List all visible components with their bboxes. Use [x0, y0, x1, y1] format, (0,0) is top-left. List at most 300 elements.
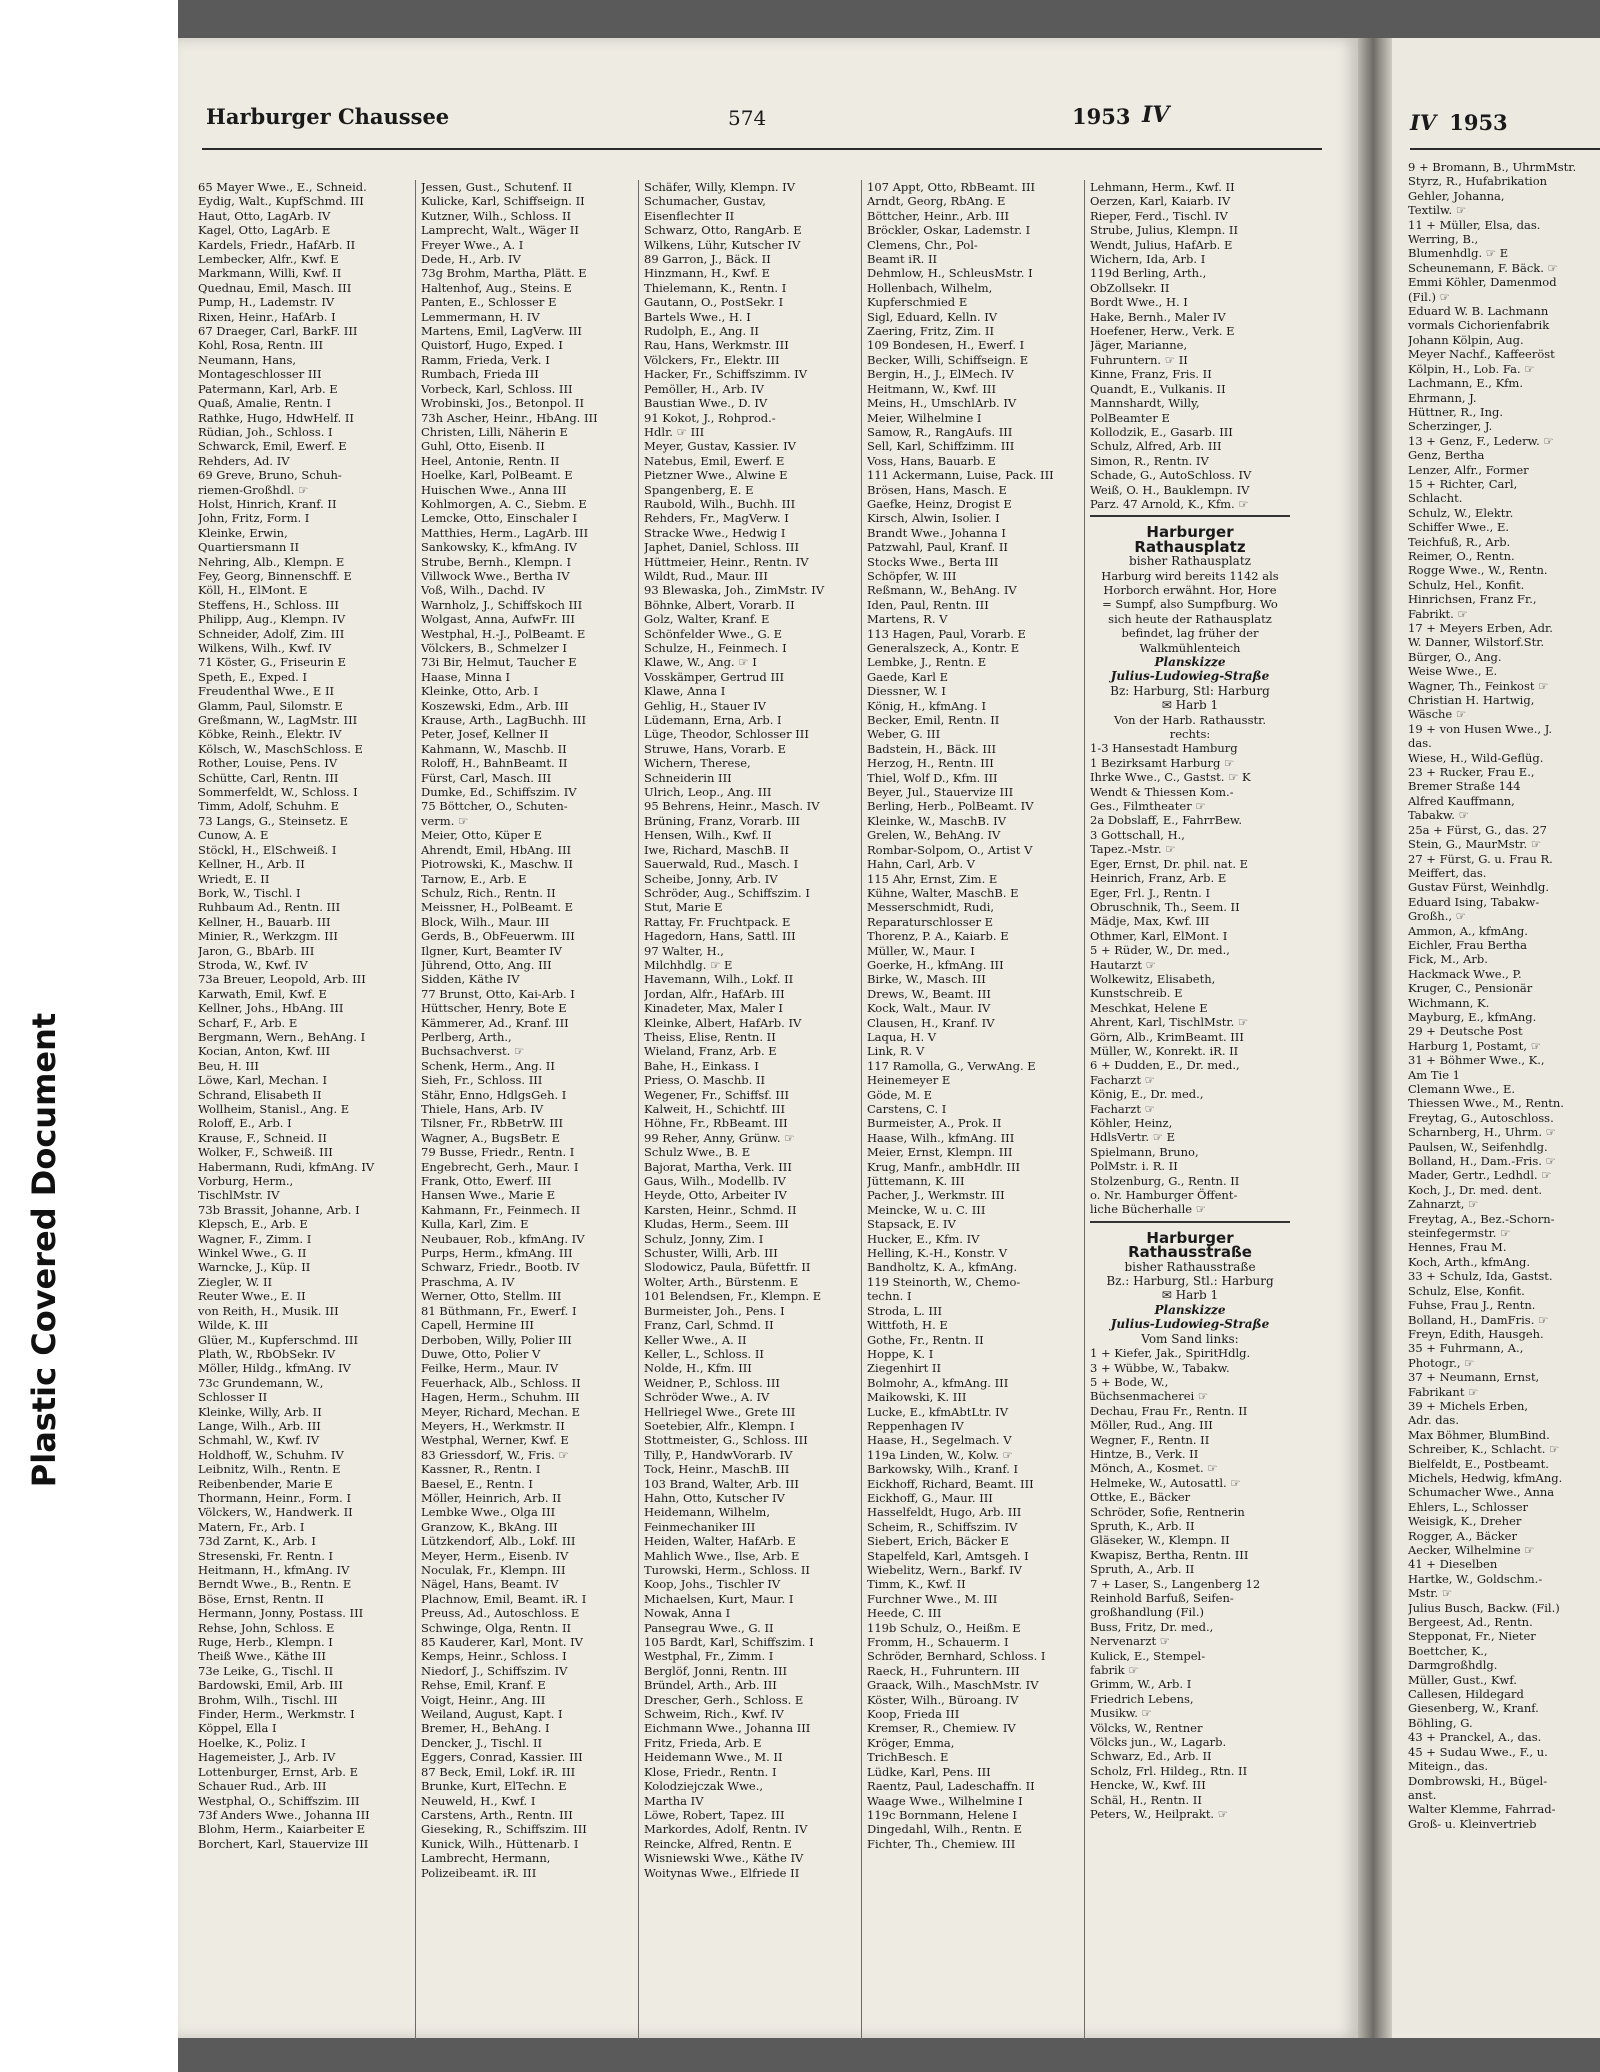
directory-entry: Hencke, W., Kwf. III [1090, 1778, 1206, 1793]
directory-entry: 1-3 Hansestadt Hamburg [1090, 741, 1238, 756]
section-rule [1090, 515, 1290, 517]
directory-entry: 27 + Fürst, G. u. Frau R. [1408, 851, 1553, 866]
directory-entry: Feuerhack, Alb., Schloss. II [421, 1375, 581, 1390]
directory-entry: Stocks Wwe., Berta III [867, 554, 999, 569]
directory-entry: Engebrecht, Gerh., Maur. I [421, 1159, 579, 1174]
directory-entry: Löwe, Karl, Mechan. I [198, 1073, 327, 1088]
directory-entry: Kulicke, Karl, Schiffseign. II [421, 194, 585, 209]
directory-entry: Rother, Louise, Pens. IV [198, 756, 338, 771]
directory-entry: Rogger, A., Bäcker [1408, 1528, 1517, 1543]
directory-entry: 11 + Müller, Elsa, das. [1408, 217, 1541, 232]
directory-entry: Schwarz, Ed., Arb. II [1090, 1749, 1212, 1764]
directory-entry: Nervenarzt ☞ [1090, 1634, 1171, 1649]
directory-entry: Roloff, H., BahnBeamt. II [421, 756, 568, 771]
directory-entry: Fürst, Carl, Masch. III [421, 770, 552, 785]
directory-entry: Parz. 47 Arnold, K., Kfm. ☞ [1090, 496, 1249, 511]
directory-entry: Jührend, Otto, Ang. III [421, 957, 552, 972]
directory-entry: Matthies, Herm., LagArb. III [421, 525, 589, 540]
directory-entry: Wiebelitz, Wern., Barkf. IV [867, 1563, 1022, 1577]
directory-entry: Ilgner, Kurt, Beamter IV [421, 943, 562, 958]
directory-entry: Kinadeter, Max, Maler I [644, 1001, 783, 1016]
directory-entry: Ahrent, Karl, TischlMstr. ☞ [1090, 1015, 1249, 1030]
directory-entry: Böttcher, Heinr., Arb. III [867, 208, 1010, 223]
directory-entry: Japhet, Daniel, Schloss. III [644, 540, 799, 555]
directory-entry: Aecker, Wilhelmine ☞ [1408, 1543, 1535, 1557]
directory-column-3 [644, 180, 856, 2050]
directory-entry: Meyer Nachf., Kaffeeröst [1408, 347, 1555, 362]
directory-entry: Kollodzik, E., Gasarb. III [1090, 424, 1233, 439]
directory-entry: Kohlmorgen, A. C., Siebm. E [421, 496, 587, 511]
directory-entry: Heel, Antonie, Rentn. II [421, 453, 560, 468]
directory-entry: Heinemeyer E [867, 1073, 951, 1088]
directory-entry: 105 Bardt, Karl, Schiffszim. I [644, 1635, 814, 1650]
directory-entry: Minier, R., Werkzgm. III [198, 929, 338, 944]
directory-entry: Eichler, Frau Bertha [1408, 937, 1527, 952]
directory-entry: 103 Brand, Walter, Arb. III [644, 1476, 799, 1491]
directory-entry: Mstr. ☞ [1408, 1586, 1453, 1601]
directory-entry: Strube, Bernh., Klempn. I [421, 554, 572, 569]
directory-entry: Fick, M., Arb. [1408, 952, 1488, 967]
directory-entry: Stapsack, E. IV [867, 1217, 956, 1232]
directory-entry: Schenk, Herm., Ang. II [421, 1058, 555, 1073]
directory-entry: Stroda, L. III [867, 1303, 943, 1318]
directory-entry: Koszewski, Edm., Arb. III [421, 698, 569, 713]
right-header-volume: IV [1410, 110, 1437, 135]
directory-entry: 109 Bondesen, H., Ewerf. I [867, 338, 1025, 353]
directory-entry: Völcks, W., Rentner [1090, 1720, 1203, 1735]
directory-entry: Kleinke, Otto, Arb. I [421, 684, 539, 699]
directory-entry: Müller, W., Maur. I [867, 943, 975, 958]
directory-entry: Holst, Hinrich, Kranf. II [198, 496, 337, 511]
directory-column-4 [867, 180, 1079, 2050]
directory-entry: 25a + Fürst, G., das. 27 [1408, 822, 1547, 837]
directory-entry: Kardels, Friedr., HafArb. II [198, 237, 356, 252]
directory-entry: Martens, R. V [867, 612, 948, 627]
directory-entry: Jordan, Alfr., HafArb. III [644, 986, 785, 1001]
directory-entry: Klawe, W., Ang. ☞ I [644, 655, 757, 670]
directory-entry: 119d Berling, Arth., [1090, 266, 1207, 281]
directory-entry: Philipp, Aug., Klempn. IV [198, 612, 346, 627]
directory-entry: Ramm, Frieda, Verk. I [421, 352, 550, 367]
directory-entry: Block, Wilh., Maur. III [421, 914, 550, 929]
directory-entry: techn. I [867, 1289, 912, 1304]
directory-entry: TischlMstr. IV [198, 1188, 280, 1203]
directory-entry: Kemps, Heinr., Schloss. I [421, 1649, 567, 1664]
directory-entry: Giesenberg, W., Kranf. [1408, 1701, 1539, 1716]
directory-entry: Raubold, Wilh., Buchh. III [644, 496, 796, 511]
text-line: rechts: [1169, 727, 1211, 742]
directory-entry: 19 + von Husen Wwe., J. [1408, 721, 1553, 736]
directory-entry: Schulze, H., Feinmech. I [644, 641, 787, 655]
directory-entry: Purps, Herm., kfmAng. III [421, 1246, 573, 1261]
directory-entry: 85 Kauderer, Karl, Mont. IV [421, 1635, 583, 1650]
directory-entry: Facharzt ☞ [1090, 1072, 1155, 1087]
rathausplatz-district: Bz: Harburg, Stl: Harburg [1110, 683, 1270, 698]
directory-entry: Hinrichsen, Franz Fr., [1408, 592, 1537, 607]
directory-entry: Ruhbaum Ad., Rentn. III [198, 900, 341, 915]
section-rule [1090, 1221, 1290, 1223]
directory-entry: Meiffert, das. [1408, 865, 1487, 880]
directory-entry: Schwarck, Emil, Ewerf. E [198, 439, 347, 454]
directory-entry: Diessner, W. I [867, 684, 946, 699]
directory-entry: Perlberg, Arth., [421, 1029, 512, 1044]
column-divider [415, 180, 416, 2040]
directory-entry: Christen, Lilli, Näherin E [421, 424, 568, 439]
directory-entry: Goerke, H., kfmAng. III [867, 957, 1004, 972]
directory-entry: Bolmohr, A., kfmAng. III [867, 1375, 1009, 1390]
directory-entry: Freudenthal Wwe., E II [198, 684, 335, 699]
directory-entry: 73 Langs, G., Steinsetz. E [198, 813, 348, 828]
directory-entry: Blohm, Herm., Kaiarbeiter E [198, 1822, 366, 1837]
directory-entry: Hasselfeldt, Hugo, Arb. III [867, 1505, 1022, 1520]
directory-entry: (Fil.) ☞ [1408, 289, 1450, 304]
directory-entry: Fabrikant ☞ [1408, 1384, 1479, 1399]
directory-entry: Rau, Hans, Werkmstr. III [644, 338, 789, 353]
directory-entry: Jäger, Marianne, [1090, 338, 1188, 353]
directory-entry: Pump, H., Lademstr. IV [198, 295, 335, 310]
directory-entry: Lüdke, Karl, Pens. III [867, 1764, 991, 1779]
directory-entry: Musikw. ☞ [1090, 1706, 1152, 1721]
directory-entry: Paulsen, W., Seifenhdlg. [1408, 1139, 1548, 1154]
directory-entry: 9 + Bromann, B., UhrmMstr. [1408, 160, 1577, 174]
directory-entry: Heitmann, W., Kwf. III [867, 381, 997, 396]
directory-entry: 43 + Pranckel, A., das. [1408, 1730, 1542, 1745]
directory-entry: Scholz, Frl. Hildeg., Rtn. II [1090, 1763, 1248, 1778]
directory-entry: Am Tie 1 [1408, 1067, 1460, 1082]
directory-entry: 3 Gottschall, H., [1090, 827, 1185, 842]
directory-entry: Weidner, P., Schloss. III [644, 1375, 780, 1390]
directory-entry: Stresenski, Fr. Rentn. I [198, 1548, 334, 1563]
directory-entry: Hüttner, R., Ing. [1408, 404, 1504, 419]
directory-entry: Generalszeck, A., Kontr. E [867, 641, 1020, 655]
directory-entry: 111 Ackermann, Luise, Pack. III [867, 468, 1054, 483]
directory-entry: Hartke, W., Goldschm.- [1408, 1571, 1543, 1586]
directory-entry: Miteign., das. [1408, 1759, 1489, 1774]
directory-entry: Klawe, Anna I [644, 684, 726, 699]
directory-entry: Kock, Walt., Maur. IV [867, 1001, 991, 1016]
directory-entry: Gaede, Karl E [867, 669, 948, 684]
directory-entry: Schöpfer, W. III [867, 568, 957, 583]
directory-entry: Thiessen Wwe., M., Rentn. [1408, 1096, 1564, 1111]
directory-entry: Meier, Wilhelmine I [867, 410, 982, 425]
rathausstrasse-sketch-street: Julius-Ludowieg-Straße [1110, 1317, 1270, 1332]
directory-entry: Fuhruntern. ☞ II [1090, 352, 1188, 367]
directory-entry: Schauer Rud., Arb. III [198, 1779, 327, 1794]
directory-entry: Waage Wwe., Wilhelmine I [867, 1793, 1023, 1808]
directory-entry: Völcks jun., W., Lagarb. [1090, 1735, 1227, 1750]
directory-entry: Vorbeck, Karl, Schloss. III [421, 381, 573, 396]
directory-entry: Gerds, B., ObFeuerwm. III [421, 929, 575, 944]
directory-entry: Westphal, H.-J., PolBeamt. E [421, 626, 586, 641]
directory-entry: Guhl, Otto, Eisenb. II [421, 439, 545, 454]
directory-entry: Schlacht. [1408, 491, 1463, 506]
directory-entry: Großh., ☞ [1408, 909, 1466, 924]
text-line: = Sumpf, also Sumpfburg. Wo [1102, 597, 1278, 612]
directory-entry: Grelen, W., BehAng. IV [867, 828, 1001, 843]
directory-entry: 101 Belendsen, Fr., Klempn. E [644, 1289, 822, 1304]
directory-entry: Dede, H., Arb. IV [421, 252, 521, 267]
directory-entry: Haltenhof, Aug., Steins. E [421, 280, 572, 295]
directory-entry: Köbke, Reinh., Elektr. IV [198, 727, 342, 742]
directory-entry: Krause, F., Schneid. II [198, 1130, 327, 1145]
directory-entry: Kröger, Emma, [867, 1735, 955, 1750]
directory-entry: Pacher, J., Werkmstr. III [867, 1188, 1005, 1203]
directory-entry: Eduard Ising, Tabakw- [1408, 894, 1540, 909]
directory-entry: Jaron, G., BbArb. III [198, 943, 315, 958]
directory-entry: Max Böhmer, BlumBind. [1408, 1427, 1550, 1442]
directory-entry: 79 Busse, Friedr., Rentn. I [421, 1145, 575, 1160]
directory-entry: Hahn, Carl, Arb. V [867, 857, 975, 872]
directory-entry: 91 Kokot, J., Rohprod.- [644, 410, 776, 425]
directory-entry: Slodowicz, Paula, Büfettfr. II [644, 1260, 811, 1275]
directory-entry: Ehlers, L., Schlosser [1408, 1499, 1529, 1514]
directory-entry: Stöckl, H., ElSchweiß. I [198, 842, 337, 857]
directory-entry: Messerschmidt, Rudi, [867, 900, 995, 915]
directory-entry: Büchsenmacherei ☞ [1090, 1389, 1209, 1404]
directory-entry: Sell, Karl, Schiffzimm. III [867, 439, 1015, 454]
directory-entry: Lembke, J., Rentn. E [867, 655, 987, 670]
directory-entry: Dombrowski, H., Bügel- [1408, 1773, 1548, 1788]
directory-entry: Eduard W. B. Lachmann [1408, 304, 1549, 319]
directory-entry: Meincke, W. u. C. III [867, 1202, 986, 1217]
directory-entry: Dechau, Frau Fr., Rentn. II [1090, 1403, 1248, 1418]
header-volume: IV [1142, 102, 1170, 128]
directory-entry: Wäsche ☞ [1408, 707, 1467, 722]
directory-entry: Buchsachverst. ☞ [421, 1044, 525, 1059]
rathausplatz-direction [1090, 713, 1290, 742]
directory-entry: Simon, R., Rentn. IV [1090, 453, 1209, 468]
directory-entry: Voigt, Heinr., Ang. III [421, 1692, 546, 1707]
directory-entry: Preuss, Ad., Autoschloss. E [421, 1606, 580, 1621]
rathausplatz-entries [1090, 741, 1290, 1216]
directory-entry: Stähr, Enno, HdlgsGeh. I [421, 1087, 567, 1102]
right-page [1392, 38, 1600, 2038]
directory-entry: Ges., Filmtheater ☞ [1090, 799, 1206, 814]
directory-entry: Meyers, H., Werkmstr. II [421, 1418, 565, 1433]
directory-entry: verm. ☞ [421, 813, 469, 828]
directory-entry: Brüning, Franz, Vorarb. III [644, 813, 800, 828]
directory-entry: Rumbach, Frieda III [421, 367, 539, 382]
directory-entry: Kocian, Anton, Kwf. III [198, 1044, 331, 1059]
directory-column-2 [421, 180, 633, 2050]
directory-entry: Hacker, Fr., Schiffszimm. IV [644, 367, 808, 382]
directory-entry: Böse, Ernst, Rentn. II [198, 1591, 324, 1606]
directory-entry: Teichfuß, R., Arb. [1408, 534, 1511, 549]
directory-entry: Tabakw. ☞ [1408, 808, 1469, 823]
directory-entry: Duwe, Otto, Polier V [421, 1346, 541, 1361]
directory-entry: 73e Leike, G., Tischl. II [198, 1663, 334, 1678]
directory-entry: Spruth, A., Arb. II [1090, 1562, 1195, 1577]
directory-entry: Derboben, Willy, Polier III [421, 1332, 572, 1347]
directory-entry: Dehmlow, H., SchleusMstr. I [867, 266, 1033, 281]
directory-entry: Wisniewski Wwe., Käthe IV [644, 1851, 804, 1866]
directory-entry: Karsten, Heinr., Schmd. II [644, 1202, 797, 1217]
directory-entry: Rüdian, Joh., Schloss. I [198, 424, 333, 439]
directory-entry: 13 + Genz, F., Lederw. ☞ [1408, 433, 1554, 448]
directory-entry: Hermann, Jonny, Postass. III [198, 1606, 364, 1621]
directory-entry: Raentz, Paul, Ladeschaffn. II [867, 1779, 1035, 1794]
directory-entry: Schütte, Carl, Rentn. III [198, 770, 339, 785]
directory-entry: Glamm, Paul, Silomstr. E [198, 698, 343, 713]
directory-entry: Kruger, C., Pensionär [1408, 981, 1533, 996]
directory-entry: Schlosser II [198, 1390, 268, 1405]
directory-entry: Gehlig, H., Stauer IV [644, 698, 766, 713]
directory-entry: 99 Reher, Anny, Grünw. ☞ [644, 1130, 795, 1145]
directory-entry: Völckers, Fr., Elektr. III [644, 352, 780, 367]
directory-entry: Fuhse, Frau J., Rentn. [1408, 1298, 1536, 1313]
directory-entry: vormals Cichorienfabrik [1408, 318, 1550, 333]
rathausstrasse-entries [1090, 1346, 1290, 1821]
rathausstrasse-title: Harburger Rathausstraße [1128, 1228, 1252, 1262]
text-line: Horborch erwähnt. Hor, Hore [1103, 582, 1277, 597]
directory-entry: Schröder, Sofie, Rentnerin [1090, 1504, 1245, 1519]
directory-entry: Neumann, Hans, [198, 352, 297, 367]
directory-entry: Mädje, Max, Kwf. III [1090, 914, 1210, 929]
directory-entry: Wrobinski, Jos., Betonpol. II [421, 396, 584, 411]
directory-entry: Freyn, Edith, Hausgeh. [1408, 1326, 1544, 1341]
directory-entry: Koop, Johs., Tischler IV [644, 1577, 781, 1592]
directory-entry: Weiß, O. H., Bauklempn. IV [1090, 482, 1250, 497]
directory-entry: 73g Brohm, Martha, Plätt. E [421, 266, 587, 281]
directory-entry: Stut, Marie E [644, 900, 723, 915]
header-page-number: 574 [728, 106, 767, 130]
directory-entry: Christian H. Hartwig, [1408, 693, 1535, 708]
directory-entry: von Reith, H., Musik. III [198, 1303, 339, 1318]
plastic-covered-label: Plastic Covered Document [25, 1012, 64, 1488]
directory-entry: Sommerfeldt, W., Schloss. I [198, 785, 358, 800]
directory-entry: Eydig, Walt., KupfSchmd. III [198, 194, 364, 209]
directory-entry: Steffens, H., Schloss. III [198, 597, 339, 612]
directory-entry: Tapez.-Mstr. ☞ [1090, 842, 1176, 857]
page-header [194, 100, 1344, 140]
directory-entry: Hagemeister, J., Arb. IV [198, 1750, 336, 1765]
directory-entry: Martens, Emil, LagVerw. III [421, 324, 582, 339]
rathausstrasse-district: Bz.: Harburg, Stl.: Harburg [1106, 1274, 1274, 1289]
directory-entry: Quednau, Emil, Masch. III [198, 280, 352, 295]
directory-entry: Ammon, A., kfmAng. [1408, 923, 1528, 938]
directory-entry: Ehrmann, J. [1408, 390, 1477, 405]
directory-entry: Franz, Carl, Schmd. II [644, 1318, 774, 1333]
rathausplatz-sketch-label: Planskizze [1154, 655, 1226, 669]
directory-entry: Schumacher Wwe., Anna [1408, 1485, 1555, 1500]
directory-entry: 117 Ramolla, G., VerwAng. E [867, 1058, 1036, 1073]
directory-entry: 107 Appt, Otto, RbBeamt. III [867, 180, 1036, 194]
directory-entry: Raeck, H., Fuhruntern. III [867, 1663, 1020, 1678]
directory-entry: Spruth, K., Arb. II [1090, 1518, 1195, 1533]
directory-entry: Meyer, Richard, Mechan. E [421, 1404, 581, 1419]
directory-entry: Ulrich, Leop., Ang. III [644, 785, 772, 800]
directory-entry: Schreiber, K., Schlacht. ☞ [1408, 1442, 1560, 1457]
directory-entry: Harburg 1, Postamt, ☞ [1408, 1038, 1542, 1053]
rathausplatz-sketch-street: Julius-Ludowieg-Straße [1110, 669, 1270, 684]
directory-entry: Priess, O. Maschb. II [644, 1073, 766, 1088]
directory-entry: Wilde, K. III [198, 1318, 268, 1333]
directory-entry: Stroda, W., Kwf. IV [198, 957, 308, 972]
directory-entry: Dingedahl, Wilh., Rentn. E [867, 1822, 1023, 1837]
directory-entry: Freytag, G., Autoschloss. [1408, 1110, 1554, 1125]
directory-entry: 119 Steinorth, W., Chemo- [867, 1274, 1021, 1289]
directory-entry: Wendt, Julius, HafArb. E [1090, 237, 1233, 252]
directory-entry: Nowak, Anna I [644, 1606, 731, 1621]
text-line: Von der Harb. Rathausstr. [1114, 712, 1266, 727]
directory-entry: Hennes, Frau M. [1408, 1240, 1507, 1255]
directory-entry: Beyer, Jul., Stauervize III [867, 785, 1014, 800]
directory-entry: Zaering, Fritz, Zim. II [867, 324, 995, 339]
directory-entry: liche Bücherhalle ☞ [1090, 1202, 1207, 1217]
directory-entry: 2a Dobslaff, E., FahrrBew. [1090, 813, 1243, 828]
directory-entry: 45 + Sudau Wwe., F., u. [1408, 1744, 1548, 1759]
directory-entry: Kutzner, Wilh., Schloss. II [421, 208, 572, 223]
directory-entry: Timm, K., Kwf. II [867, 1577, 966, 1592]
directory-entry: Schönfelder Wwe., G. E [644, 626, 783, 641]
directory-entry: Markmann, Willi, Kwf. II [198, 266, 342, 281]
directory-entry: Thielemann, K., Rentn. I [644, 280, 787, 295]
directory-entry: Wegner, F., Rentn. II [1090, 1432, 1210, 1447]
directory-entry: Groß- u. Kleinvertrieb [1408, 1816, 1537, 1831]
directory-entry: Schulz, Rich., Rentn. II [421, 885, 556, 900]
directory-entry: Feilke, Herm., Maur. IV [421, 1361, 559, 1376]
directory-entry: John, Fritz, Form. I [198, 511, 310, 526]
column-5-entries [1090, 180, 1290, 511]
directory-entry: Böhnke, Albert, Vorarb. II [644, 597, 795, 612]
directory-entry: Panten, E., Schlosser E [421, 295, 557, 310]
directory-entry: o. Nr. Hamburger Öffent- [1090, 1188, 1238, 1203]
directory-entry: Schumacher, Gustav, [644, 194, 766, 209]
directory-entry: 15 + Richter, Carl, [1408, 476, 1518, 491]
directory-entry: Mannshardt, Willy, [1090, 396, 1200, 411]
directory-entry: Hagedorn, Hans, Sattl. III [644, 929, 796, 944]
directory-entry: Werring, B., [1408, 232, 1479, 247]
directory-entry: Kämmerer, Ad., Kranf. III [421, 1015, 569, 1030]
column-divider [1084, 180, 1085, 2040]
directory-entry: Oerzen, Karl, Kaiarb. IV [1090, 194, 1231, 209]
directory-entry: Plachnow, Emil, Beamt. iR. I [421, 1591, 587, 1606]
directory-entry: 97 Walter, H., [644, 943, 724, 958]
directory-entry: 81 Büthmann, Fr., Ewerf. I [421, 1303, 577, 1318]
directory-entry: Struwe, Hans, Vorarb. E [644, 741, 786, 756]
directory-entry: Kwapisz, Bertha, Rentn. III [1090, 1547, 1249, 1562]
book-gutter [1358, 38, 1392, 2038]
directory-entry: Fichter, Th., Chemiew. III [867, 1836, 1016, 1851]
directory-entry: Tilly, P., HandwVorarb. IV [644, 1447, 793, 1462]
directory-entry: Kunstschreib. E [1090, 986, 1183, 1001]
directory-entry: Scheim, R., Schiffszim. IV [867, 1519, 1018, 1534]
directory-entry: Schiffer Wwe., E. [1408, 520, 1510, 535]
directory-entry: Gehler, Johanna, [1408, 188, 1505, 203]
directory-entry: Hautarzt ☞ [1090, 957, 1156, 972]
directory-entry: Thiel, Wolf D., Kfm. III [867, 770, 998, 785]
directory-entry: Bartels Wwe., H. I [644, 309, 751, 324]
directory-entry: 1 + Kiefer, Jak., SpiritHdlg. [1090, 1346, 1251, 1361]
directory-entry: Hansen Wwe., Marie E [421, 1188, 556, 1203]
directory-entry: Pansegrau Wwe., G. II [644, 1620, 774, 1635]
directory-entry: Köppel, Ella I [198, 1721, 277, 1736]
directory-entry: Bandholtz, K. A., kfmAng. [867, 1260, 1018, 1275]
directory-entry: Werner, Otto, Stellm. III [421, 1289, 562, 1304]
directory-entry: 39 + Michels Erben, [1408, 1398, 1529, 1413]
directory-entry: 6 + Dudden, E., Dr. med., [1090, 1058, 1240, 1073]
directory-entry: Herzog, H., Rentn. III [867, 756, 994, 771]
directory-entry: Bergeest, Ad., Rentn. [1408, 1615, 1533, 1630]
directory-entry: Wriedt, E. II [198, 871, 270, 886]
directory-entry: Möller, Heinrich, Arb. II [421, 1490, 562, 1505]
directory-entry: Lemmermann, H. IV [421, 309, 540, 324]
directory-entry: Schwarz, Otto, RangArb. E [644, 223, 802, 238]
directory-entry: Quartiersmann II [198, 540, 300, 555]
directory-entry: anst. [1408, 1787, 1437, 1802]
directory-entry: Schröder, Bernhard, Schloss. I [867, 1649, 1046, 1664]
directory-entry: Schröder Wwe., A. IV [644, 1390, 770, 1405]
